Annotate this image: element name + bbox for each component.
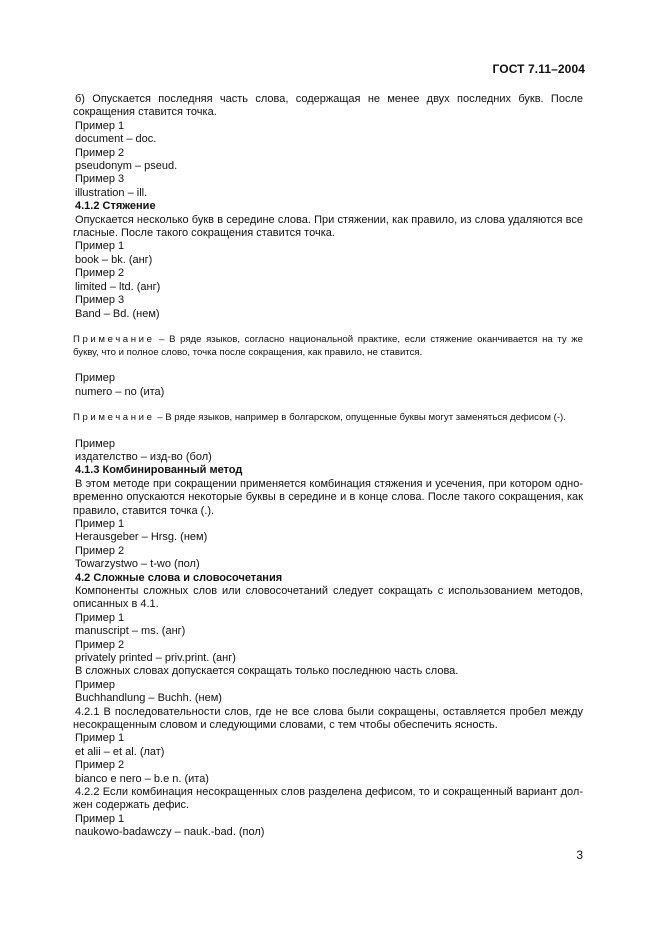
example-line: Towarzystwo – t-wo (пол) <box>75 558 200 571</box>
example-line: Пример <box>75 437 115 450</box>
example-line: limited – ltd. (анг) <box>75 280 161 293</box>
paragraph-4-2-1: 4.2.1 В последовательности слов, где не все слова были сокращены, оставляется пробел между несокращенным словом и следующими словами, с тем чтобы обеспечить ясность. <box>73 705 583 732</box>
paragraph-4-2: Компоненты сложных слов или словосочетаний следует сокращать с использованием методов, описанных в 4.1. <box>73 584 583 611</box>
example-line: bianco e nero – b.e n. (ита) <box>75 772 209 785</box>
example-line: Пример 1 <box>75 812 125 825</box>
heading-4-1-2: 4.1.2 Стяжение <box>75 200 156 213</box>
note-text: – В ряде языков, например в болгарском, опущенные буквы могут заменяться дефисом (-). <box>157 411 566 423</box>
example-line: et alii – et al. (лат) <box>75 745 165 758</box>
example-line: Пример 1 <box>75 517 125 530</box>
paragraph-4-1-3: В этом методе при сокращении применяется комбинация стяжения и усечения, при котором одновременно опускаются некоторые буквы в середине и в конце слова. После такого сокращения, как правило, ставится точка (.). <box>73 477 583 517</box>
example-line: Пример 1 <box>75 611 125 624</box>
example-line: Пример 1 <box>75 732 125 745</box>
heading-4-1-3: 4.1.3 Комбинированный метод <box>75 464 243 477</box>
page-content <box>73 93 583 840</box>
example-line: pseudonym – pseud. <box>75 160 178 173</box>
example-line: document – doc. <box>75 133 157 146</box>
examples-4-1-3 <box>73 518 583 572</box>
examples-b <box>73 120 583 200</box>
paragraph-4-1-2: Опускается несколько букв в середине слова. При стяжении, как правило, из слова удаляются все гласные. После такого сокращения ставится точка. <box>73 213 583 240</box>
examples-4-1-2 <box>73 240 583 320</box>
note-label: Примечание <box>73 333 155 345</box>
example-line: Пример <box>75 678 115 691</box>
example-line: Пример 2 <box>75 759 125 772</box>
example-line: Пример 3 <box>75 294 125 307</box>
note-label: Примечание <box>73 411 155 423</box>
document-code-header: ГОСТ 7.11–2004 <box>492 62 585 76</box>
note-text: – В ряде языков, согласно национальной практике, если стяжение оканчивается на ту же букву, что и полное слово, точка после сокращения, как правило, не ставится. <box>73 333 583 358</box>
example-line: Пример 1 <box>75 240 125 253</box>
example-line: numero – no (ита) <box>75 385 165 398</box>
page-number: 3 <box>576 848 583 862</box>
paragraph-4-2-2: 4.2.2 Если комбинация несокращенных слов разделена дефисом, то и сокращенный вариант должен содержать дефис. <box>73 786 583 812</box>
example-line: Пример 2 <box>75 544 125 557</box>
example-line: naukowo-badawczy – nauk.-bad. (пол) <box>75 826 265 839</box>
example-line: Herausgeber – Hrsg. (нем) <box>75 531 208 544</box>
note-1 <box>73 334 583 359</box>
example-line: Пример 2 <box>75 267 125 280</box>
example-line: book – bk. (анг) <box>75 253 153 266</box>
example-line: privately printed – priv.print. (анг) <box>75 652 236 664</box>
example-line: Пример 1 <box>75 119 125 132</box>
example-line: illustration – ill. <box>75 186 148 199</box>
examples-4-2 <box>73 612 583 666</box>
example-line: manuscript – ms. (анг) <box>75 625 186 638</box>
paragraph-4-2-compound: В сложных словах допускается сокращать только последнюю часть слова. <box>75 665 459 678</box>
paragraph-b: б) Опускается последняя часть слова, содержащая не менее двух последних букв. После сокращения ставится точка. <box>73 93 583 119</box>
example-line: Пример 3 <box>75 173 125 186</box>
example-line: издателство – изд-во (бол) <box>75 450 212 463</box>
heading-4-2: 4.2 Сложные слова и словосочетания <box>75 571 283 584</box>
note-2 <box>73 412 583 425</box>
example-line: Band – Bd. (нем) <box>75 307 160 320</box>
examples-4-2-1 <box>73 732 583 786</box>
example-line: Пример <box>75 372 115 385</box>
example-line: Buchhandlung – Buchh. (нем) <box>75 692 222 705</box>
example-line: Пример 2 <box>75 146 125 159</box>
example-line: Пример 2 <box>75 638 125 651</box>
